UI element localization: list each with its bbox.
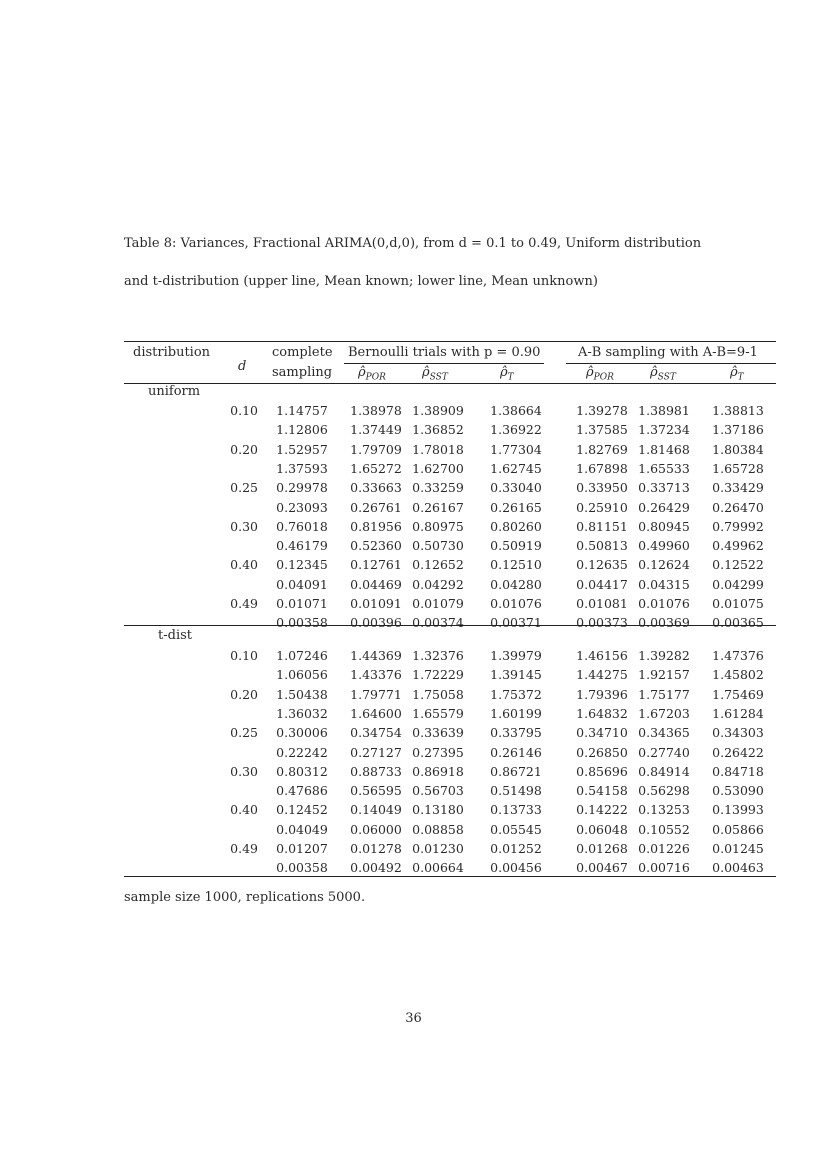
table-cell: 0.00369: [638, 615, 690, 631]
table-cell: 1.65533: [638, 460, 690, 476]
table-cell: 0.80945: [638, 518, 690, 534]
table-cell: 1.64600: [350, 705, 402, 721]
table-cell: 0.34710: [576, 725, 628, 741]
table-cell: 0.80975: [412, 518, 464, 534]
table-cell: 0.12624: [638, 557, 690, 573]
header-rho-t-ab: $\rhô_T$: [730, 365, 744, 383]
table-cell: 1.12806: [276, 422, 328, 438]
table-cell: 0.04280: [490, 576, 542, 592]
table-cell: 0.26165: [490, 499, 542, 515]
table-cell: 1.61284: [712, 705, 764, 721]
table-caption-line-1: Table 8: Variances, Fractional ARIMA(0,d,0), from d = 0.1 to 0.49, Uniform distribution: [124, 236, 702, 251]
table-cell: 0.01252: [490, 841, 542, 856]
table-cell: 0.06048: [576, 821, 628, 837]
header-rho-por-ab: $\rhô_{POR}$: [586, 365, 614, 383]
table-cell: 0.01278: [350, 841, 402, 856]
table-cell: 0.50919: [490, 538, 542, 554]
table-cell: 0.80260: [490, 518, 542, 534]
table-cell: 0.04049: [276, 821, 328, 837]
table-cell: 1.32376: [412, 648, 464, 663]
page-number: 36: [405, 1011, 422, 1026]
header-rho-sst-ab: $\rhô_{SST}$: [650, 365, 676, 383]
table-cell: 1.37593: [276, 460, 328, 476]
header-d: d: [238, 359, 247, 374]
table-cell: 1.81468: [638, 441, 690, 457]
table-cell: 1.39282: [638, 648, 690, 663]
table-cell: 1.43376: [350, 667, 402, 683]
table-cell: 1.07246: [276, 648, 328, 663]
table-cell: 0.00664: [412, 860, 464, 876]
header-rho-sst-bernoulli: $\rhô_{SST}$: [422, 365, 448, 383]
table-cell: 0.56703: [412, 783, 464, 799]
header-rho-t-bernoulli: $\rhô_T$: [500, 365, 514, 383]
header-sampling: sampling: [272, 365, 333, 380]
table-cell: 0.86918: [412, 763, 464, 779]
table-cell: 1.79709: [350, 441, 402, 457]
table-cell: 1.50438: [276, 686, 328, 702]
table-cell: 0.26422: [712, 744, 764, 760]
group-separator-rule: [124, 625, 776, 626]
table-cell: 0.01245: [712, 841, 764, 856]
table-cell: 1.37234: [638, 422, 690, 438]
table-cell: 0.12522: [712, 557, 764, 573]
table-cell: 0.30006: [276, 725, 328, 741]
table-cell: 0.56298: [638, 783, 690, 799]
table-cell: 0.26850: [576, 744, 628, 760]
table-cell: 0.49962: [712, 538, 764, 554]
table-cell: 0.00396: [350, 615, 402, 631]
table-cell: 0.51498: [490, 783, 542, 799]
header-complete: complete: [272, 345, 333, 360]
table-cell: 0.56595: [350, 783, 402, 799]
table-cell: 0.00456: [490, 860, 542, 876]
table-cell: 0.53090: [712, 783, 764, 799]
table-cell: 0.04417: [576, 576, 628, 592]
row-d-value: 0.30: [230, 518, 258, 534]
table-cell: 0.88733: [350, 763, 402, 779]
table-top-rule: [124, 341, 776, 342]
table-cell: 1.80384: [712, 441, 764, 457]
ab-span-rule: [566, 363, 776, 364]
row-d-value: 0.30: [230, 763, 258, 779]
table-cell: 1.38981: [638, 403, 690, 418]
table-cell: 0.33429: [712, 480, 764, 496]
table-cell: 0.04292: [412, 576, 464, 592]
table-cell: 1.36032: [276, 705, 328, 721]
table-cell: 0.04091: [276, 576, 328, 592]
table-cell: 0.22242: [276, 744, 328, 760]
table-cell: 0.01075: [712, 596, 764, 611]
row-d-value: 0.49: [230, 596, 258, 611]
table-cell: 0.34365: [638, 725, 690, 741]
table-cell: 1.45802: [712, 667, 764, 683]
table-cell: 1.75469: [712, 686, 764, 702]
table-cell: 1.67898: [576, 460, 628, 476]
table-cell: 0.12510: [490, 557, 542, 573]
table-cell: 1.64832: [576, 705, 628, 721]
table-cell: 0.26146: [490, 744, 542, 760]
table-cell: 0.05866: [712, 821, 764, 837]
table-cell: 0.14222: [576, 802, 628, 818]
table-cell: 1.65728: [712, 460, 764, 476]
table-cell: 0.00371: [490, 615, 542, 631]
table-cell: 0.33663: [350, 480, 402, 496]
table-cell: 0.12761: [350, 557, 402, 573]
table-cell: 1.75372: [490, 686, 542, 702]
row-d-value: 0.49: [230, 841, 258, 856]
table-cell: 0.01091: [350, 596, 402, 611]
header-bernoulli: Bernoulli trials with p = 0.90: [348, 345, 541, 360]
table-cell: 1.52957: [276, 441, 328, 457]
table-cell: 0.85696: [576, 763, 628, 779]
table-cell: 0.34754: [350, 725, 402, 741]
table-cell: 1.39979: [490, 648, 542, 663]
table-cell: 0.26429: [638, 499, 690, 515]
table-cell: 0.01226: [638, 841, 690, 856]
table-cell: 1.38909: [412, 403, 464, 418]
table-cell: 0.34303: [712, 725, 764, 741]
table-cell: 0.01079: [412, 596, 464, 611]
table-cell: 1.60199: [490, 705, 542, 721]
table-cell: 1.65579: [412, 705, 464, 721]
table-cell: 1.75177: [638, 686, 690, 702]
table-cell: 1.79396: [576, 686, 628, 702]
table-cell: 0.00358: [276, 860, 328, 876]
table-cell: 0.01230: [412, 841, 464, 856]
table-cell: 0.06000: [350, 821, 402, 837]
table-cell: 0.79992: [712, 518, 764, 534]
table-cell: 1.46156: [576, 648, 628, 663]
table-cell: 0.76018: [276, 518, 328, 534]
table-cell: 0.50813: [576, 538, 628, 554]
table-cell: 1.75058: [412, 686, 464, 702]
table-cell: 0.27127: [350, 744, 402, 760]
table-cell: 0.12635: [576, 557, 628, 573]
table-cell: 0.27395: [412, 744, 464, 760]
table-cell: 1.39278: [576, 403, 628, 418]
table-cell: 0.81956: [350, 518, 402, 534]
table-cell: 0.27740: [638, 744, 690, 760]
table-cell: 0.13180: [412, 802, 464, 818]
table-cell: 1.82769: [576, 441, 628, 457]
table-cell: 0.26167: [412, 499, 464, 515]
table-cell: 1.92157: [638, 667, 690, 683]
table-cell: 0.33713: [638, 480, 690, 496]
row-d-value: 0.20: [230, 686, 258, 702]
row-d-value: 0.20: [230, 441, 258, 457]
table-cell: 1.39145: [490, 667, 542, 683]
table-cell: 0.08858: [412, 821, 464, 837]
table-cell: 0.50730: [412, 538, 464, 554]
table-cell: 0.46179: [276, 538, 328, 554]
table-cell: 0.33259: [412, 480, 464, 496]
table-cell: 0.00467: [576, 860, 628, 876]
group-label: uniform: [148, 384, 201, 399]
table-cell: 0.04315: [638, 576, 690, 592]
table-cell: 0.49960: [638, 538, 690, 554]
table-cell: 1.44369: [350, 648, 402, 663]
table-cell: 0.10552: [638, 821, 690, 837]
header-distribution: distribution: [133, 345, 211, 360]
table-cell: 1.47376: [712, 648, 764, 663]
table-cell: 1.79771: [350, 686, 402, 702]
row-d-value: 0.10: [230, 648, 258, 663]
table-cell: 0.14049: [350, 802, 402, 818]
table-cell: 0.00463: [712, 860, 764, 876]
table-cell: 1.44275: [576, 667, 628, 683]
table-cell: 0.84718: [712, 763, 764, 779]
header-rho-por-bernoulli: $\rhô_{POR}$: [358, 365, 386, 383]
table-cell: 1.38664: [490, 403, 542, 418]
bernoulli-span-rule: [344, 363, 544, 364]
table-cell: 0.84914: [638, 763, 690, 779]
table-cell: 0.33795: [490, 725, 542, 741]
table-cell: 0.00492: [350, 860, 402, 876]
table-cell: 0.13253: [638, 802, 690, 818]
table-cell: 0.04469: [350, 576, 402, 592]
table-cell: 0.01268: [576, 841, 628, 856]
table-cell: 0.00374: [412, 615, 464, 631]
table-cell: 0.01076: [490, 596, 542, 611]
row-d-value: 0.40: [230, 802, 258, 818]
footnote: sample size 1000, replications 5000.: [124, 890, 366, 905]
row-d-value: 0.25: [230, 480, 258, 496]
table-cell: 0.01076: [638, 596, 690, 611]
table-cell: 0.12345: [276, 557, 328, 573]
table-cell: 0.12452: [276, 802, 328, 818]
table-cell: 0.12652: [412, 557, 464, 573]
table-cell: 0.00358: [276, 615, 328, 631]
table-cell: 1.38813: [712, 403, 764, 418]
table-cell: 1.72229: [412, 667, 464, 683]
table-cell: 0.26470: [712, 499, 764, 515]
table-cell: 1.67203: [638, 705, 690, 721]
table-cell: 1.77304: [490, 441, 542, 457]
table-cell: 0.81151: [576, 518, 628, 534]
table-cell: 0.05545: [490, 821, 542, 837]
table-cell: 1.62745: [490, 460, 542, 476]
table-cell: 0.86721: [490, 763, 542, 779]
table-cell: 1.37186: [712, 422, 764, 438]
table-cell: 0.04299: [712, 576, 764, 592]
table-bottom-rule: [124, 876, 776, 877]
table-cell: 0.54158: [576, 783, 628, 799]
row-d-value: 0.25: [230, 725, 258, 741]
row-d-value: 0.10: [230, 403, 258, 418]
header-bottom-rule: [124, 383, 776, 384]
table-cell: 0.13733: [490, 802, 542, 818]
table-cell: 1.65272: [350, 460, 402, 476]
table-cell: 0.52360: [350, 538, 402, 554]
table-cell: 1.36922: [490, 422, 542, 438]
table-caption-line-2: and t-distribution (upper line, Mean known; lower line, Mean unknown): [124, 274, 598, 289]
table-cell: 0.00716: [638, 860, 690, 876]
table-cell: 0.33639: [412, 725, 464, 741]
table-cell: 0.29978: [276, 480, 328, 496]
table-cell: 0.26761: [350, 499, 402, 515]
table-cell: 1.38978: [350, 403, 402, 418]
table-cell: 0.23093: [276, 499, 328, 515]
table-cell: 1.37449: [350, 422, 402, 438]
table-cell: 0.33950: [576, 480, 628, 496]
table-cell: 1.37585: [576, 422, 628, 438]
table-cell: 0.01081: [576, 596, 628, 611]
table-cell: 0.33040: [490, 480, 542, 496]
table-cell: 0.13993: [712, 802, 764, 818]
table-cell: 0.47686: [276, 783, 328, 799]
row-d-value: 0.40: [230, 557, 258, 573]
table-cell: 0.80312: [276, 763, 328, 779]
table-cell: 0.01207: [276, 841, 328, 856]
table-cell: 1.36852: [412, 422, 464, 438]
table-cell: 1.06056: [276, 667, 328, 683]
table-cell: 1.14757: [276, 403, 328, 418]
table-cell: 0.00365: [712, 615, 764, 631]
table-cell: 0.25910: [576, 499, 628, 515]
group-label: t-dist: [158, 628, 192, 643]
table-cell: 1.62700: [412, 460, 464, 476]
table-cell: 0.01071: [276, 596, 328, 611]
table-cell: 1.78018: [412, 441, 464, 457]
header-ab-sampling: A-B sampling with A-B=9-1: [578, 345, 758, 360]
table-cell: 0.00373: [576, 615, 628, 631]
